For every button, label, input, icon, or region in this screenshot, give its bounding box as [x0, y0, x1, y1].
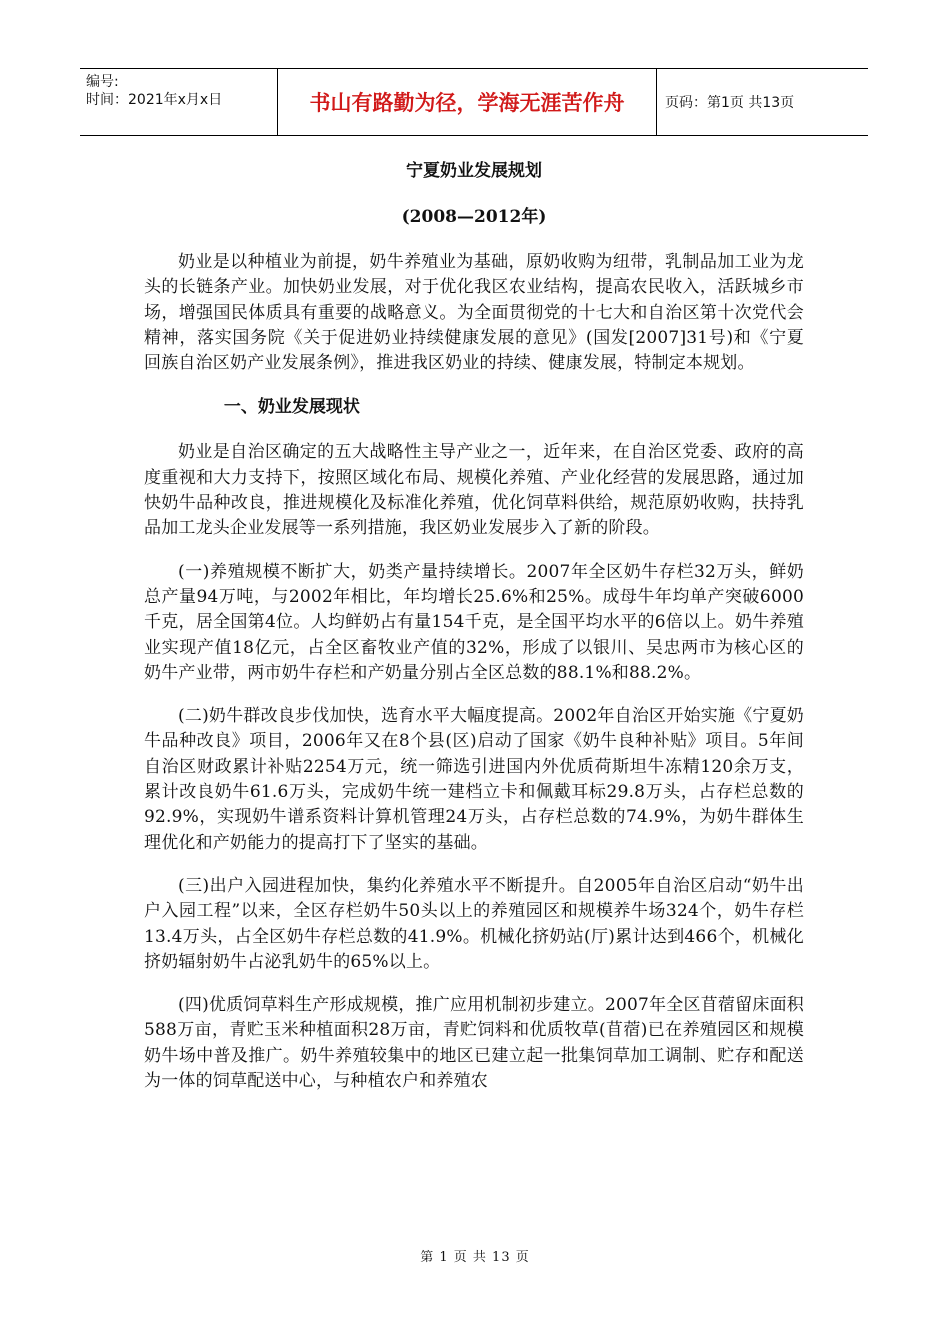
section-heading: 一、奶业发展现状 — [223, 397, 360, 418]
header-page-info: 页码：第1页 共13页 — [665, 95, 795, 111]
page-footer: 第 1 页 共 13 页 — [420, 1250, 530, 1265]
header-motto: 书山有路勤为径，学海无涯苦作舟 — [278, 69, 657, 135]
header-meta — [80, 69, 278, 135]
paragraph-breeding: (二)奶牛群改良步伐加快，选育水平大幅度提高。2002年自治区开始实施《宁夏奶牛品种改良》项目，2006年又在8个县(区)启动了国家《奶牛良种补贴》项目。5年间自治区财政累计补贴2254万元，统一筛选引进国内外优质荷斯坦牛冻精120余万支，累计改良奶牛61.6万头，完成奶牛统一建档立卡和佩戴耳标29.8万头，占存栏总数的92.9%，实现奶牛谱系资料计算机管理24万头，占存栏总数的74.9%，为奶牛群体生理优化和产奶能力的提高打下了坚实的基础。 — [144, 706, 804, 853]
paragraph-forage: (四)优质饲草料生产形成规模，推广应用机制初步建立。2007年全区苜蓿留床面积588万亩，青贮玉米种植面积28万亩，青贮饲料和优质牧草(苜蓿)已在养殖园区和规模奶牛场中普及推广。奶牛养殖较集中的地区已建立起一批集饲草加工调制、贮存和配送为一体的饲草配送中心，与种植农户和养殖农 — [144, 995, 804, 1092]
paragraph-scale: (一)养殖规模不断扩大，奶类产量持续增长。2007年全区奶牛存栏32万头，鲜奶总产量94万吨，与2002年相比，年均增长25.6%和25%。成母牛年均单产突破6000千克，居全国第4位。人均鲜奶占有量154千克，是全国平均水平的6倍以上。奶牛养殖业实现产值18亿元，占全区畜牧业产值的32%，形成了以银川、吴忠两市为核心区的奶牛产业带，两市奶牛存栏和产奶量分别占全区总数的88.1%和88.2%。 — [144, 561, 804, 683]
intro-paragraph: 奶业是以种植业为前提，奶牛养殖业为基础，原奶收购为纽带，乳制品加工业为龙头的长链条产业。加快奶业发展，对于优化我区农业结构，提高农民收入，活跃城乡市场，增强国民体质具有重要的战略意义。为全面贯彻党的十七大和自治区第十次党代会精神，落实国务院《关于促进奶业持续健康发展的意见》(国发[2007]31号)和《宁夏回族自治区奶产业发展条例》，推进我区奶业的持续、健康发展，特制定本规划。 — [144, 252, 804, 374]
document-title: 宁夏奶业发展规划 — [406, 161, 542, 181]
time-label: 时间：2021年x月x日 — [86, 92, 223, 108]
document-body — [144, 158, 804, 1112]
number-label: 编号: — [86, 74, 119, 90]
page-header — [80, 68, 868, 136]
paragraph-intensive-farming: (三)出户入园进程加快，集约化养殖水平不断提升。自2005年自治区启动“奶牛出户入园工程”以来，全区存栏奶牛50头以上的养殖园区和规模养牛场324个，奶牛存栏13.4万头，占全区奶牛存栏总数的41.9%。机械化挤奶站(厅)累计达到466个，机械化挤奶辐射奶牛占泌乳奶牛的65%以上。 — [144, 875, 804, 972]
section-intro-paragraph: 奶业是自治区确定的五大战略性主导产业之一，近年来，在自治区党委、政府的高度重视和大力支持下，按照区域化布局、规模化养殖、产业化经营的发展思路，通过加快奶牛品种改良，推进规模化及标准化养殖，优化饲草料供给，规范原奶收购，扶持乳品加工龙头企业发展等一系列措施，我区奶业发展步入了新的阶段。 — [144, 442, 804, 539]
document-subtitle: (2008—2012年) — [401, 207, 547, 227]
